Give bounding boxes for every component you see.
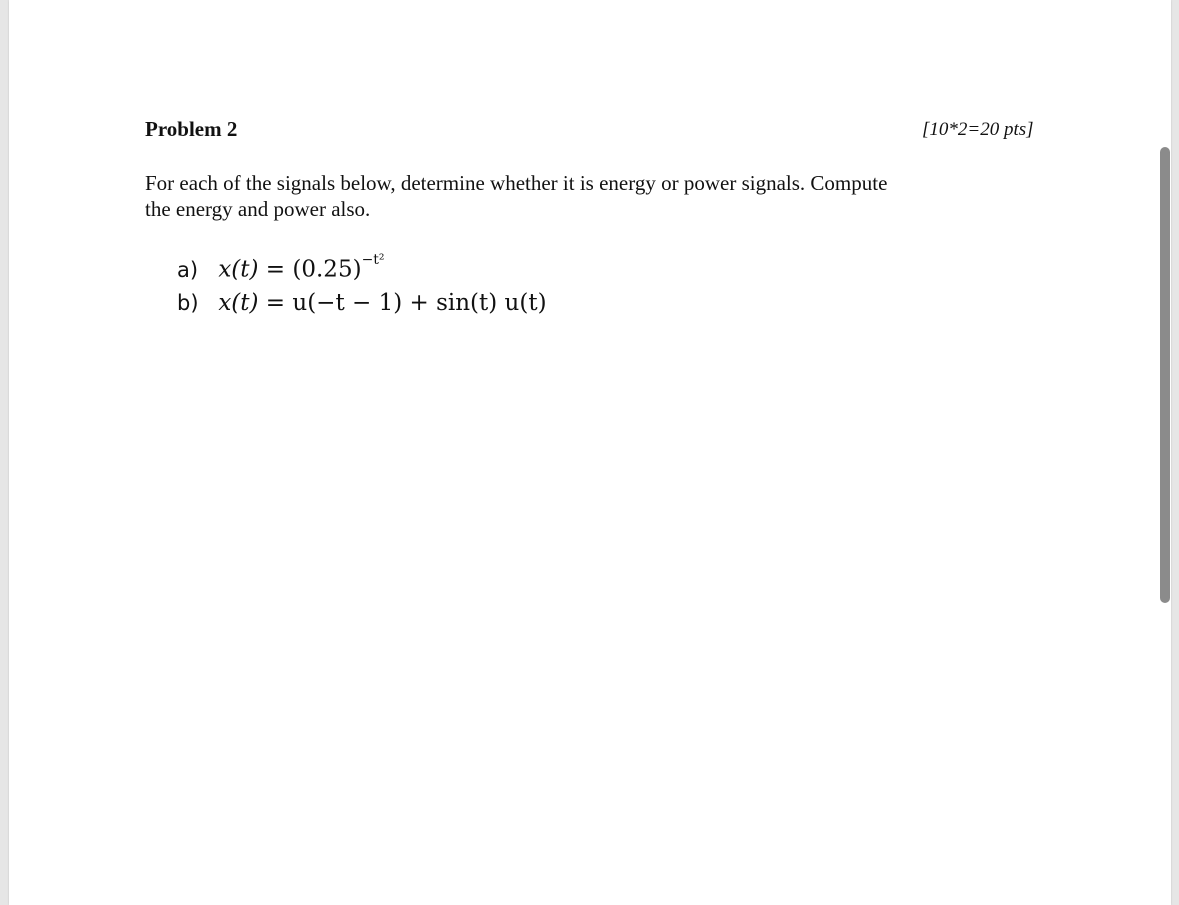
equation-a-exponent: −t² bbox=[361, 252, 385, 268]
equation-a-rhs-base: (0.25) bbox=[292, 256, 362, 283]
equation-b-label: b) bbox=[177, 291, 199, 315]
equation-b-lhs: x(t) bbox=[218, 290, 259, 316]
equation-b-equals: = bbox=[265, 290, 286, 316]
document-page bbox=[9, 0, 1171, 905]
problem-instructions bbox=[145, 170, 995, 222]
points-label: [10*2=20 pts] bbox=[922, 119, 1034, 140]
equation-a-equals: = bbox=[265, 256, 286, 283]
equation-b bbox=[177, 290, 547, 316]
equation-a bbox=[177, 252, 385, 283]
equation-a-lhs: x(t) bbox=[218, 256, 259, 283]
instructions-line-1: For each of the signals below, determine whether it is energy or power signals. Compute bbox=[145, 171, 888, 195]
instructions-line-2: the energy and power also. bbox=[145, 197, 371, 221]
equation-b-rhs: u(−t − 1) + sin(t) u(t) bbox=[292, 290, 547, 316]
problem-title: Problem 2 bbox=[145, 117, 238, 141]
vertical-scrollbar-thumb[interactable] bbox=[1160, 147, 1170, 603]
equation-a-label: a) bbox=[177, 257, 199, 282]
